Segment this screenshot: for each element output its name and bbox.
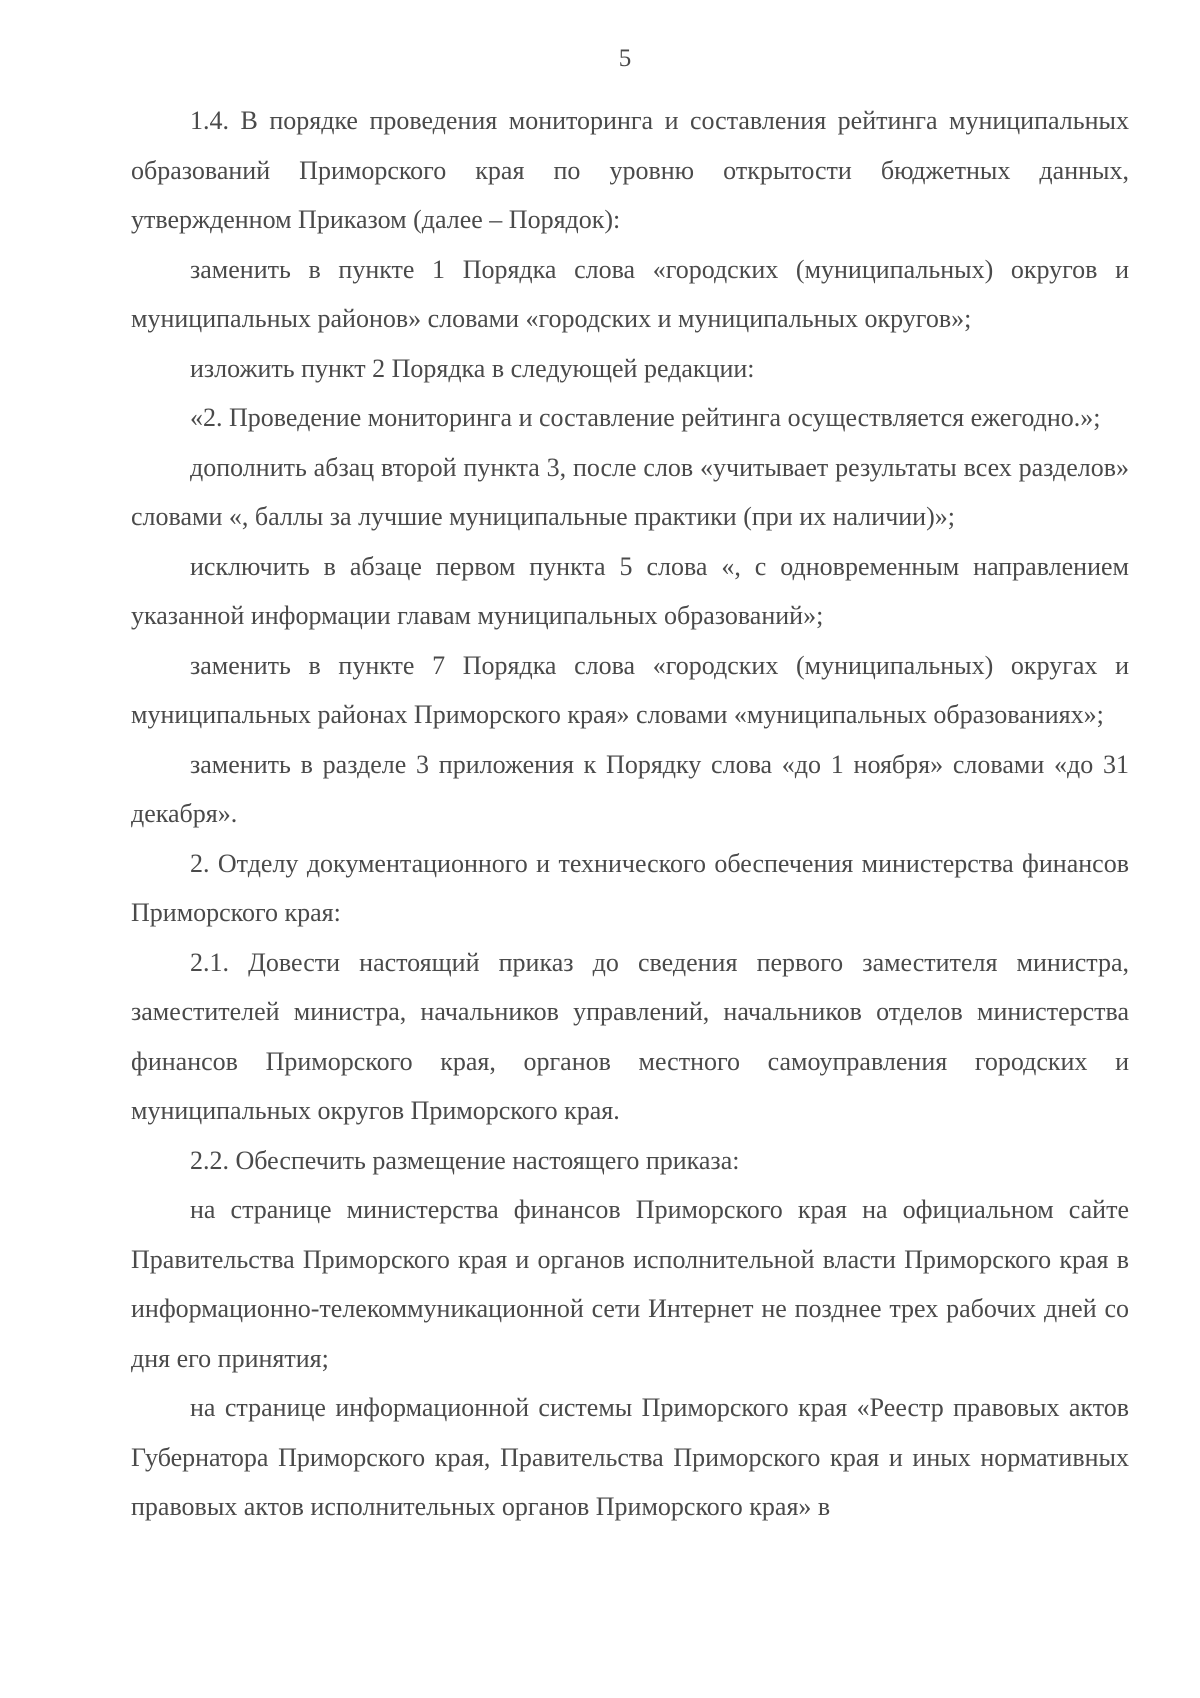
paragraph-point-2-text: «2. Проведение мониторинга и составление рейтинга осуществляется ежегодно.»;: [190, 403, 1101, 432]
paragraph-item-2-1: 2.1. Довести настоящий приказ до сведения первого заместителя министра, заместителей министра, начальников управлений, начальников отделов министерства финансов Приморского края, органов местного самоуправления городских и муниципальных округов Приморского края.: [131, 947, 1129, 1125]
document-body: [131, 96, 1129, 1532]
paragraph-publish-website: на странице министерства финансов Приморского края на официальном сайте Правительства Приморского края и органов исполнительной власти Приморского края в информационно-телекоммуникационной сети Интернет не позднее трех рабочих дней со дня его принятия;: [131, 1195, 1129, 1373]
paragraph-replace-section-3: заменить в разделе 3 приложения к Порядку слова «до 1 ноября» словами «до 31 декабря».: [131, 749, 1129, 828]
paragraph-1-4-intro: 1.4. В порядке проведения мониторинга и составления рейтинга муниципальных образований Приморского края по уровню открытости бюджетных данных, утвержденном Приказом (далее – Порядок):: [131, 106, 1129, 234]
page-number: 5: [618, 45, 632, 72]
paragraph-exclude-point-5: исключить в абзаце первом пункта 5 слова «, с одновременным направлением указанной информации главам муниципальных образований»;: [131, 551, 1129, 630]
paragraph-supplement-point-3: дополнить абзац второй пункта 3, после слов «учитывает результаты всех разделов» словами «, баллы за лучшие муниципальные практики (при их наличии)»;: [131, 452, 1129, 531]
paragraph-item-2: 2. Отделу документационного и технического обеспечения министерства финансов Приморского края:: [131, 848, 1129, 927]
paragraph-item-2-2: 2.2. Обеспечить размещение настоящего приказа:: [190, 1145, 740, 1175]
paragraph-restate-point-2: изложить пункт 2 Порядка в следующей редакции:: [190, 353, 755, 383]
paragraph-publish-registry: на странице информационной системы Приморского края «Реестр правовых актов Губернатора Приморского края, Правительства Приморского края и иных нормативных правовых актов исполнительных органов Приморского края» в: [131, 1393, 1129, 1521]
paragraph-replace-point-1: заменить в пункте 1 Порядка слова «городских (муниципальных) округов и муниципальных районов» словами «городских и муниципальных округов»;: [131, 254, 1129, 333]
paragraph-replace-point-7: заменить в пункте 7 Порядка слова «городских (муниципальных) округах и муниципальных районах Приморского края» словами «муниципальных образованиях»;: [131, 650, 1129, 729]
